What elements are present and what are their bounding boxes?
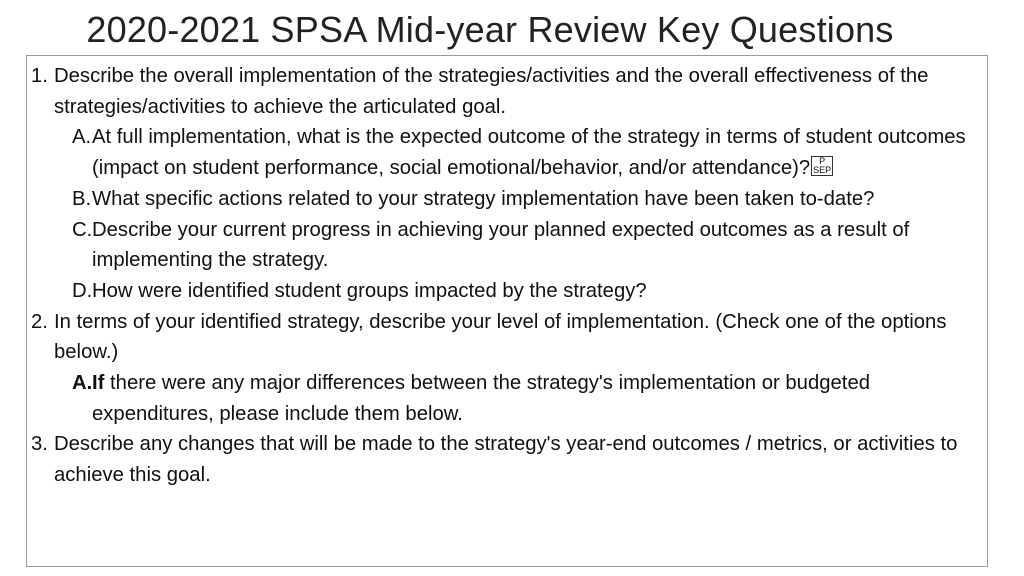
question-text: In terms of your identified strategy, describe your level of implementation. (Check one of the options below.) (54, 310, 947, 364)
subquestion-letter: A. (72, 126, 92, 149)
question-1c (31, 215, 981, 276)
subquestion-text: What specific actions related to your strategy implementation have been taken to-date? (92, 187, 875, 210)
subquestion-bold-word: If (92, 372, 105, 395)
subquestion-text: Describe your current progress in achieving your planned expected outcomes as a result of implementing the strategy. (92, 218, 910, 272)
question-1a (31, 122, 981, 183)
subquestion-body (92, 122, 981, 183)
question-number: 3. (31, 433, 48, 456)
subquestion-letter: A. (72, 372, 93, 395)
question-1 (31, 61, 981, 122)
question-text: Describe any changes that will be made to the strategy's year-end outcomes / metrics, or activities to achieve this goal. (54, 433, 958, 487)
page-title: 2020-2021 SPSA Mid-year Review Key Questions (86, 9, 894, 50)
question-2a (31, 368, 981, 429)
question-number: 1. (31, 65, 48, 87)
question-text: Describe the overall implementation of the strategies/activities and the overall effectiveness of the strategies/activities to achieve the articulated goal. (54, 65, 929, 118)
question-number: 2. (31, 310, 48, 333)
subquestion-letter: C. (72, 218, 93, 241)
question-list (31, 61, 981, 491)
subquestion-body (92, 368, 981, 429)
question-1b (31, 184, 981, 215)
subquestion-text: How were identified student groups impacted by the strategy? (92, 279, 647, 302)
question-1d (31, 276, 981, 307)
question-2 (31, 307, 981, 368)
subquestion-text: there were any major differences between the strategy's implementation or budgeted expenditures, please include them below. (92, 372, 870, 425)
content-box (26, 55, 988, 567)
subquestion-letter: D. (72, 279, 93, 302)
separator-glyph-icon: P SEP (813, 156, 832, 176)
subquestion-letter: B. (72, 187, 92, 210)
subquestion-text: At full implementation, what is the expected outcome of the strategy in terms of student outcomes (impact on student performance, social emotional/behavior, and/or attendance)? (92, 126, 966, 180)
question-3 (31, 429, 981, 490)
